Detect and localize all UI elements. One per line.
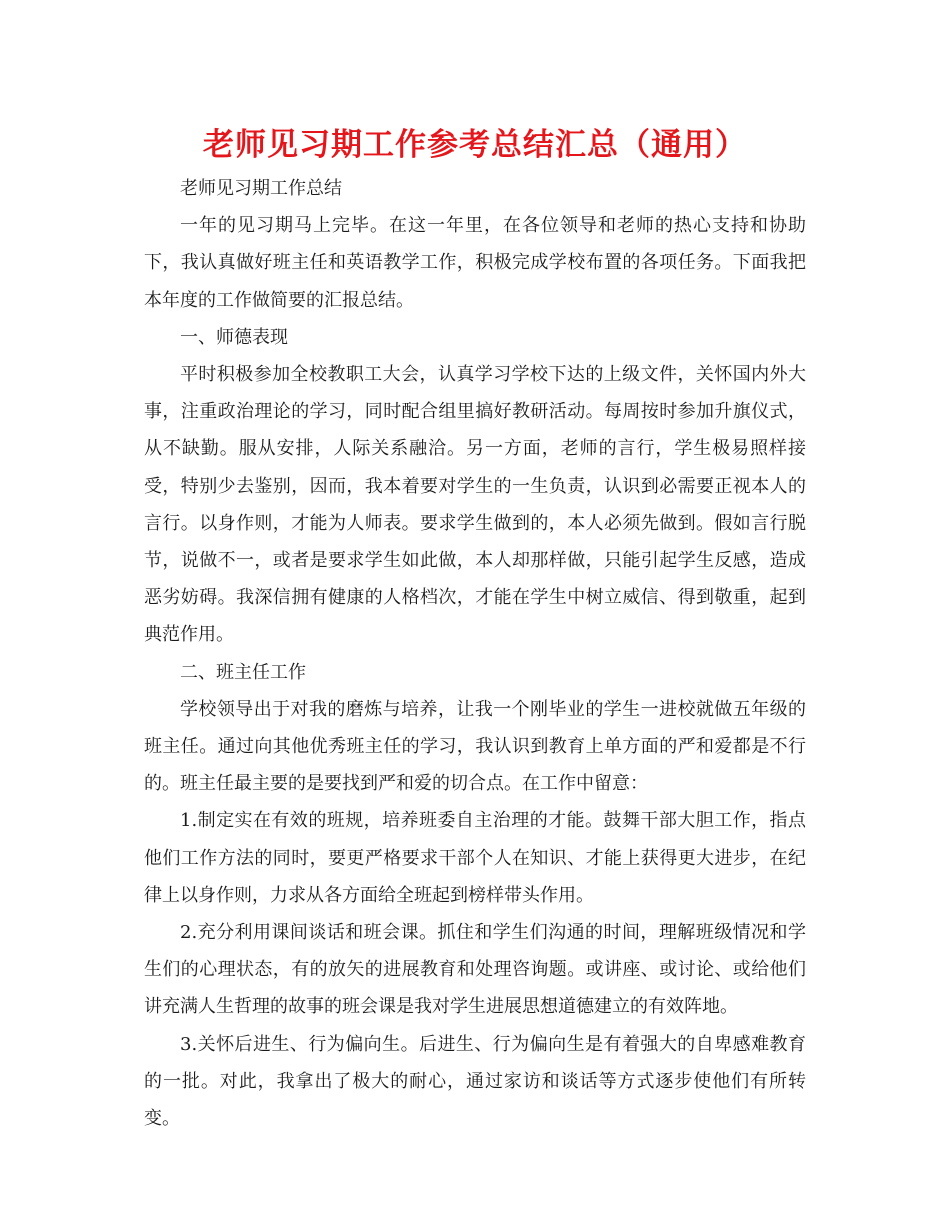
intro-paragraph: 一年的见习期马上完毕。在这一年里，在各位领导和老师的热心支持和协助下，我认真做好班主任和英语教学工作，积极完成学校布置的各项任务。下面我把本年度的工作做简要的汇报总结。	[144, 215, 806, 311]
document-page	[144, 122, 806, 1137]
section-heading-ethics: 一、师德表现	[180, 326, 288, 348]
document-title: 老师见习期工作参考总结汇总（通用）	[203, 127, 747, 163]
class-teacher-paragraph: 学校领导出于对我的磨炼与培养，让我一个刚毕业的学生一进校就做五年级的班主任。通过向其他优秀班主任的学习，我认识到教育上单方面的严和爱都是不行的。班主任最主要的是要找到严和爱的切合点。在工作中留意：	[144, 698, 806, 795]
ethics-paragraph: 平时积极参加全校教职工大会，认真学习学校下达的上级文件，关怀国内外大事，注重政治理论的学习，同时配合组里搞好教研活动。每周按时参加升旗仪式，从不缺勤。服从安排，人际关系融洽。另一方面，老师的言行，学生极易照样接受，特别少去鉴别，因而，我本着要对学生的一生负责，认识到必需要正视本人的言行。以身作则，才能为人师表。要求学生做到的，本人必须先做到。假如言行脱节，说做不一，或者是要求学生如此做，本人却那样做，只能引起学生反感，造成恶劣妨碍。我深信拥有健康的人格档次，才能在学生中树立威信、得到敬重，起到典范作用。	[144, 364, 806, 646]
doc-subtitle: 老师见习期工作总结	[180, 178, 342, 199]
section-heading-class-teacher: 二、班主任工作	[180, 661, 306, 683]
list-item-1: 1.制定实在有效的班规，培养班委自主治理的才能。鼓舞干部大胆工作，指点他们工作方法的同时，要更严格要求干部个人在知识、才能上获得更大进步，在纪律上以身作则，力求从各方面给全班起到榜样带头作用。	[144, 810, 806, 906]
list-item-3: 3.关怀后进生、行为偏向生。后进生、行为偏向生是有着强大的自卑感难教育的一批。对此，我拿出了极大的耐心，通过家访和谈话等方式逐步使他们有所转变。	[144, 1033, 806, 1130]
list-item-2: 2.充分利用课间谈话和班会课。抓住和学生们沟通的时间，理解班级情况和学生们的心理状态，有的放矢的进展教育和处理咨询题。或讲座、或讨论、或给他们讲充满人生哲理的故事的班会课是我对学生进展思想道德建立的有效阵地。	[144, 922, 806, 1018]
